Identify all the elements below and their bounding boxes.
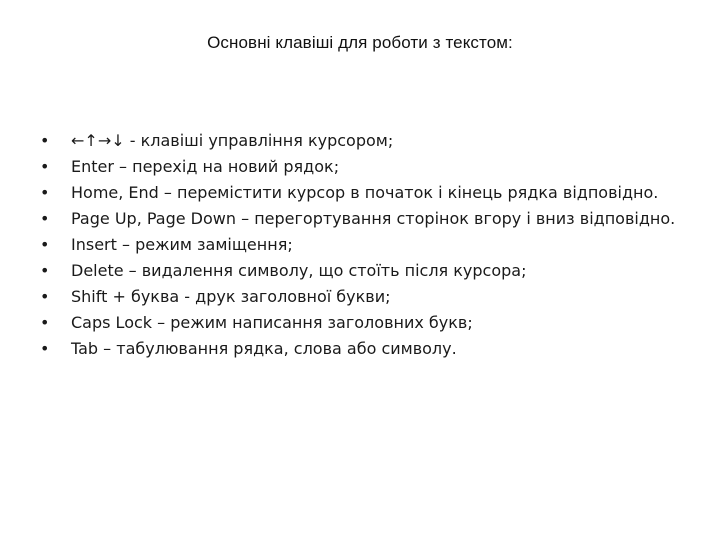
list-item bbox=[40, 232, 690, 258]
list-item-text: Home, End – перемістити курсор в початок і кінець рядка відповідно. bbox=[71, 183, 659, 202]
list-item-text: ←↑→↓ - клавіші управління курсором; bbox=[71, 131, 394, 150]
bullet-icon: • bbox=[40, 235, 50, 254]
bullet-icon: • bbox=[40, 157, 50, 176]
bullet-icon: • bbox=[40, 313, 50, 332]
bullet-icon: • bbox=[40, 339, 50, 358]
list-item-text: Enter – перехід на новий рядок; bbox=[71, 157, 340, 176]
list-item-text: Delete – видалення символу, що стоїть після курсора; bbox=[71, 261, 527, 280]
list-item-text: Tab – табулювання рядка, слова або символу. bbox=[71, 339, 457, 358]
list-item-text: Caps Lock – режим написання заголовних букв; bbox=[71, 313, 473, 332]
list-item bbox=[40, 336, 690, 362]
list-item bbox=[40, 128, 690, 154]
list-item-text: Shift + буква - друк заголовної букви; bbox=[71, 287, 391, 306]
bullet-icon: • bbox=[40, 131, 50, 150]
list-item bbox=[40, 284, 690, 310]
bullet-list bbox=[40, 128, 690, 362]
list-item-text: Insert – режим заміщення; bbox=[71, 235, 293, 254]
bullet-icon: • bbox=[40, 209, 50, 228]
list-item bbox=[40, 206, 690, 232]
bullet-icon: • bbox=[40, 261, 50, 280]
list-item bbox=[40, 154, 690, 180]
bullet-icon: • bbox=[40, 183, 50, 202]
bullet-icon: • bbox=[40, 287, 50, 306]
list-item-text: Page Up, Page Down – перегортування сторінок вгору і вниз відповідно. bbox=[71, 209, 676, 228]
list-item bbox=[40, 258, 690, 284]
list-item bbox=[40, 310, 690, 336]
slide-title: Основні клавіші для роботи з текстом: bbox=[207, 33, 513, 52]
list-item bbox=[40, 180, 690, 206]
